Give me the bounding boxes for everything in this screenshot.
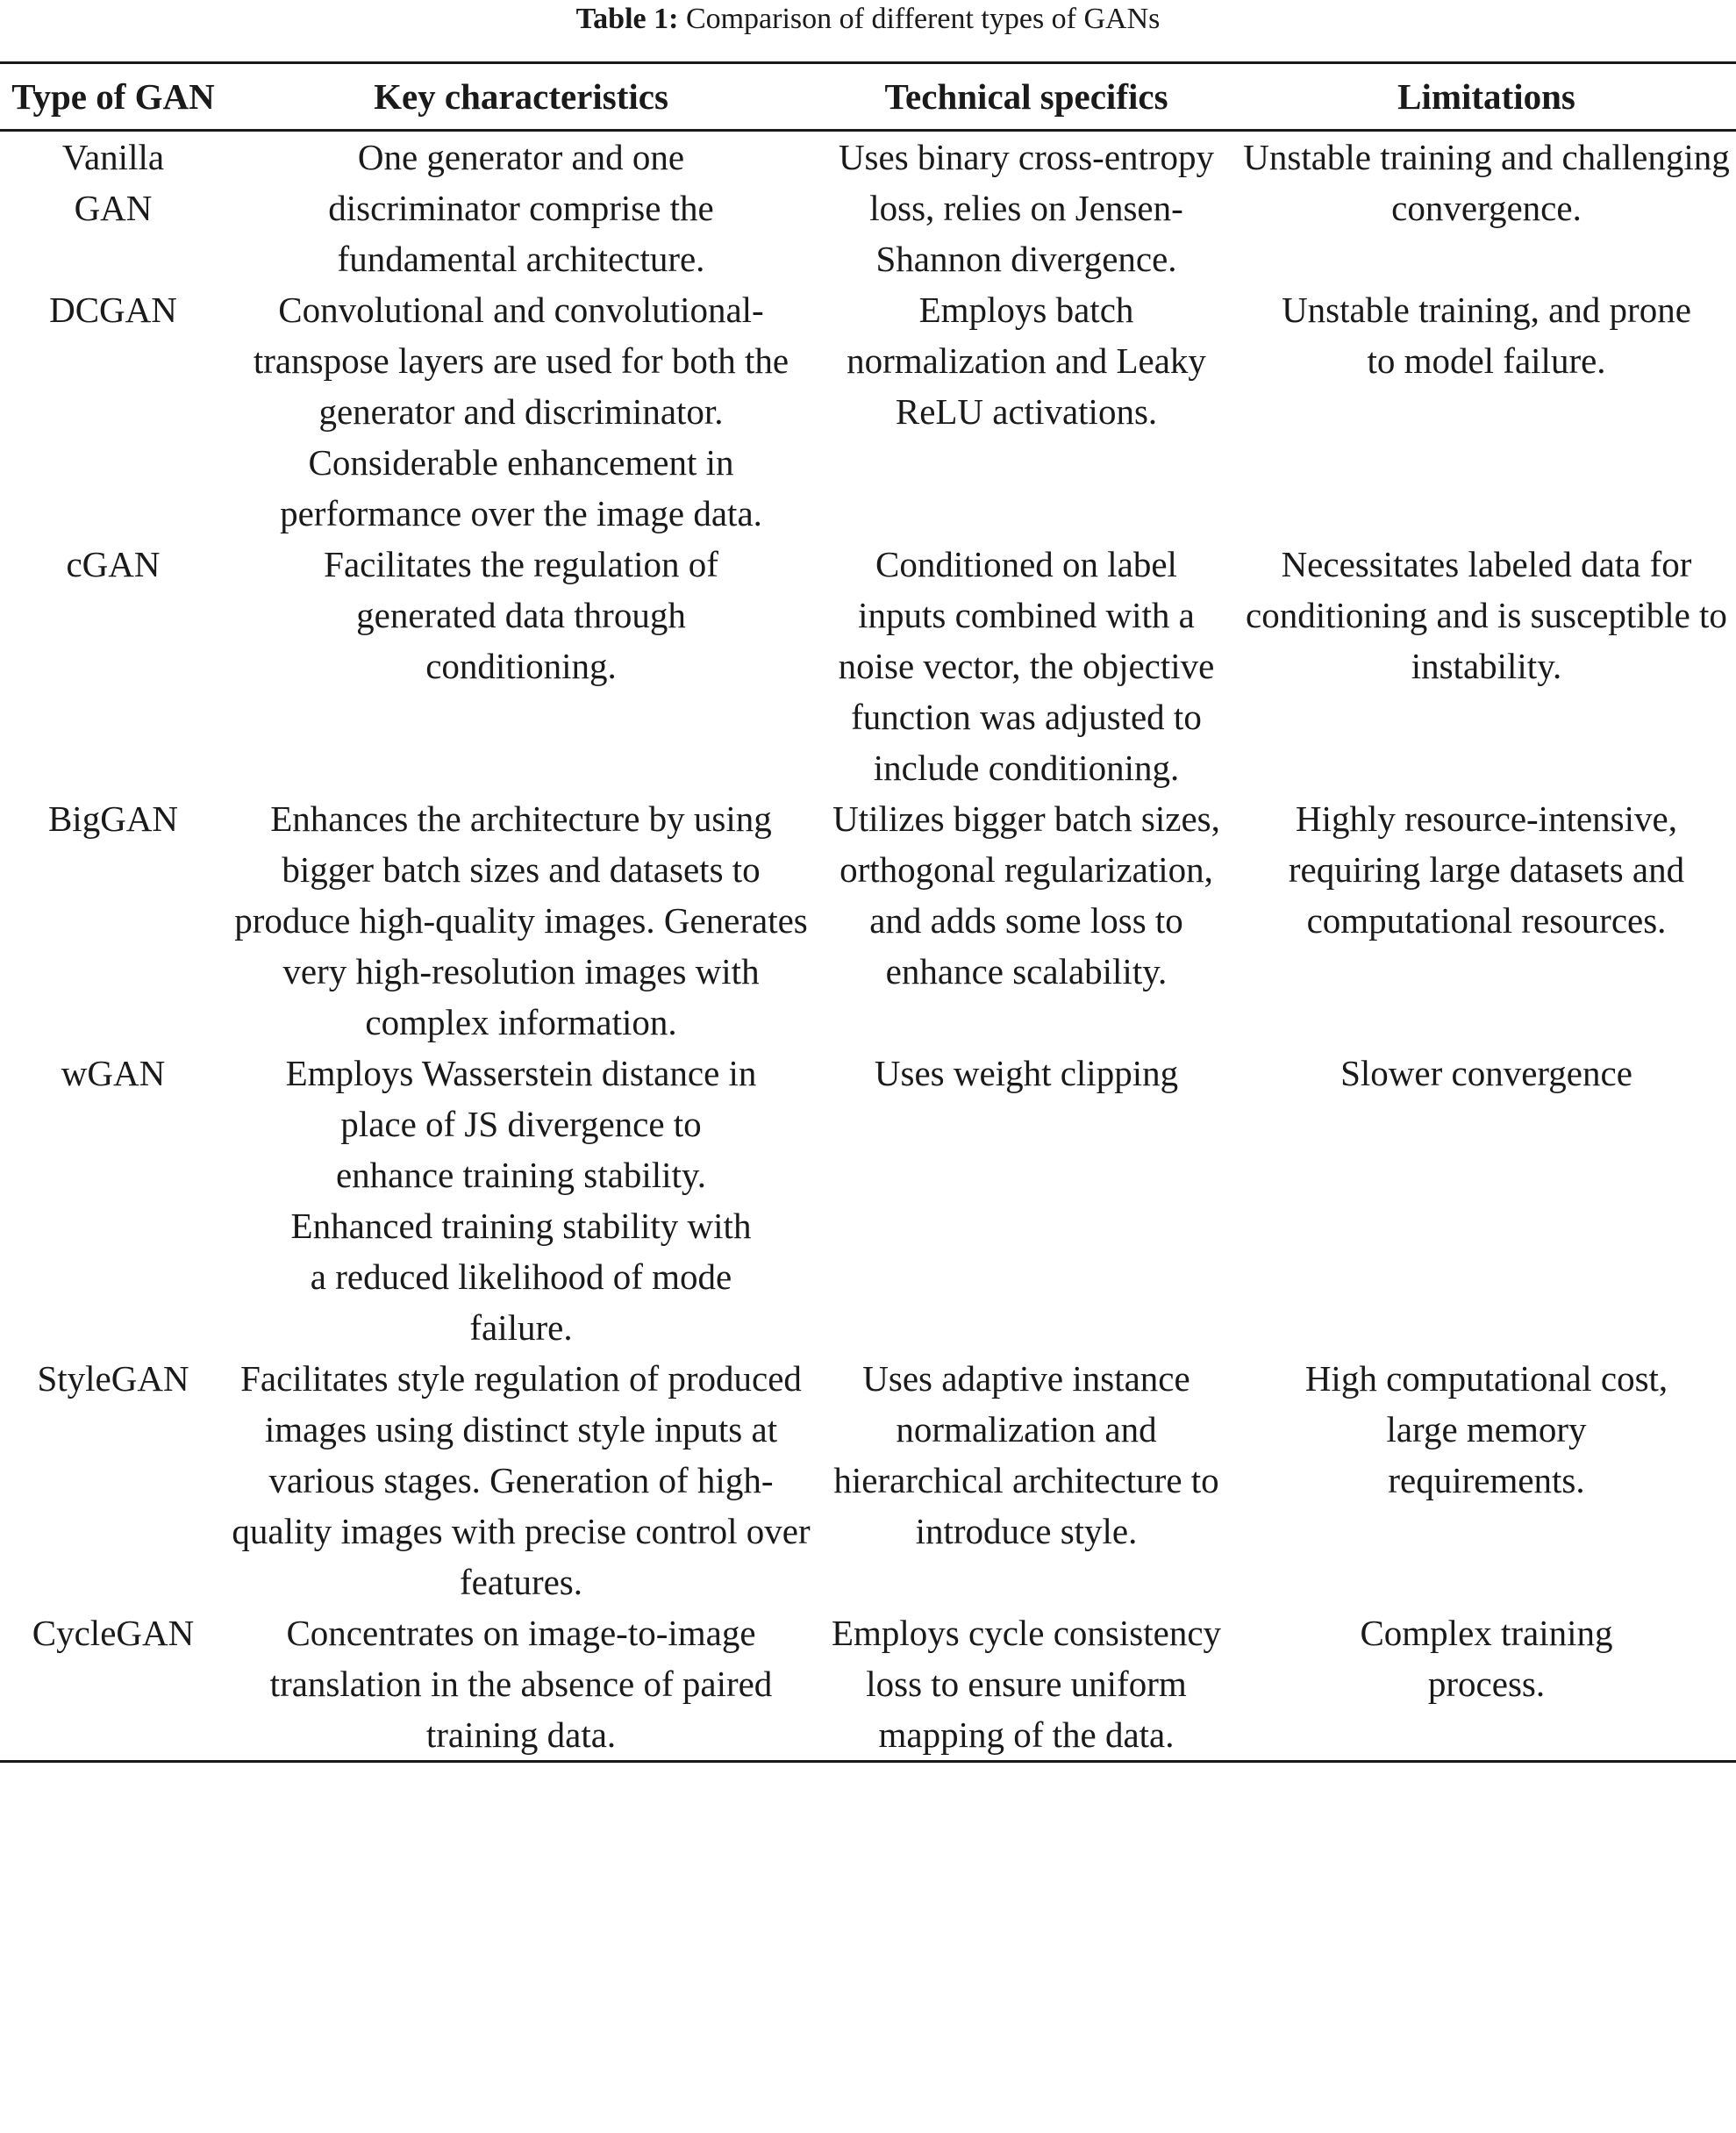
- caption-label: Table 1:: [575, 3, 679, 35]
- table-row: [0, 539, 1736, 793]
- table-row: [0, 793, 1736, 1048]
- cell-tech: Uses adaptive instance normalization and hierarchical architecture to introduce style.: [833, 1358, 1219, 1551]
- cell-key: Enhances the architecture by using bigger batch sizes and datasets to produce high-quality images. Generates very high-resolution images with complex information.: [234, 798, 808, 1042]
- cell-type: StyleGAN: [37, 1358, 189, 1399]
- cell-limits: Complex training process.: [1360, 1613, 1613, 1704]
- cell-limits: Necessitates labeled data for conditioning and is susceptible to instability.: [1246, 544, 1727, 686]
- cell-tech: Uses binary cross-entropy loss, relies on Jensen-Shannon divergence.: [838, 137, 1215, 279]
- cell-key: Facilitates the regulation of generated data through conditioning.: [324, 544, 718, 686]
- cell-limits: High computational cost, large memory requirements.: [1304, 1358, 1668, 1500]
- cell-type: BigGAN: [47, 798, 179, 839]
- header-key-characteristics: Key characteristics: [374, 76, 668, 117]
- cell-limits: Unstable training and challenging convergence.: [1243, 137, 1730, 228]
- cell-tech: Uses weight clipping: [874, 1053, 1179, 1093]
- table-row: [0, 131, 1736, 285]
- table-row: [0, 1353, 1736, 1607]
- header-row: [0, 63, 1736, 131]
- cell-type: DCGAN: [49, 290, 177, 330]
- header-type: Type of GAN: [11, 76, 215, 117]
- caption-text: Comparison of different types of GANs: [685, 3, 1161, 35]
- cell-key: Convolutional and convolutional-transpose layers are used for both the generator and discriminator. Considerable enhancement in performance over the image data.: [253, 290, 789, 533]
- header-technical-specifics: Technical specifics: [884, 76, 1168, 117]
- cell-type: cGAN: [66, 544, 161, 584]
- gan-comparison-table-wrapper: [0, 61, 1736, 1763]
- cell-tech: Employs cycle consistency loss to ensure uniform mapping of the data.: [831, 1613, 1222, 1755]
- table-row: [0, 1607, 1736, 1762]
- cell-type: wGAN: [61, 1053, 166, 1093]
- cell-key: Facilitates style regulation of produced images using distinct style inputs at various stages. Generation of high-quality images with precise control over features.: [232, 1358, 811, 1602]
- cell-tech: Employs batch normalization and Leaky ReLU activations.: [847, 290, 1206, 432]
- cell-type: CycleGAN: [32, 1613, 195, 1653]
- table-row: [0, 284, 1736, 539]
- cell-key: Concentrates on image-to-image translation in the absence of paired training data.: [269, 1613, 773, 1755]
- table-caption: [0, 0, 1736, 39]
- cell-limits: Highly resource-intensive, requiring large datasets and computational resources.: [1288, 798, 1685, 941]
- table-header: [0, 63, 1736, 131]
- table-body: [0, 131, 1736, 1762]
- table-row: [0, 1048, 1736, 1353]
- header-limitations: Limitations: [1397, 76, 1575, 117]
- gan-comparison-table: [0, 61, 1736, 1763]
- cell-tech: Utilizes bigger batch sizes, orthogonal regularization, and adds some loss to enhance scalability.: [832, 798, 1220, 991]
- cell-type: [0, 131, 226, 285]
- cell-tech: Conditioned on label inputs combined with a noise vector, the objective function was adjusted to include conditioning.: [838, 544, 1215, 788]
- cell-limits: Slower convergence: [1340, 1053, 1632, 1093]
- cell-key: Employs Wasserstein distance in place of JS divergence to enhance training stability. Enhanced training stability with a reduced likelihood of mode failure.: [285, 1053, 757, 1348]
- cell-limits: Unstable training, and prone to model failure.: [1282, 290, 1691, 381]
- cell-type-text: Vanilla GAN: [61, 137, 165, 228]
- cell-key: One generator and one discriminator comprise the fundamental architecture.: [328, 137, 714, 279]
